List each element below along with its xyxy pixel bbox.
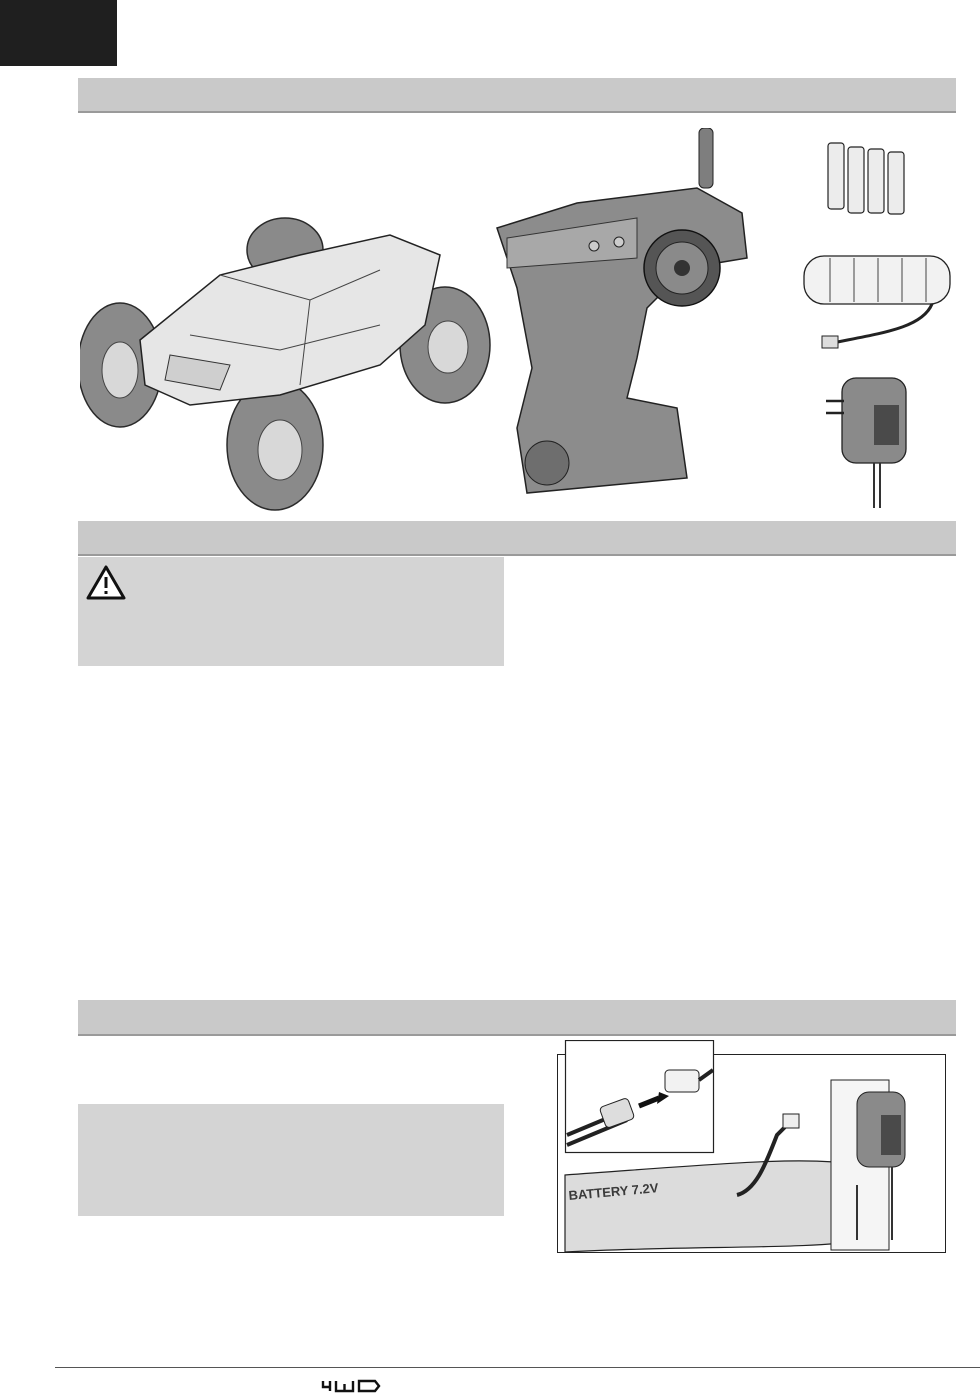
warning-triangle-icon — [86, 565, 126, 601]
note-callout-box — [78, 1104, 504, 1216]
charging-diagram — [557, 1040, 947, 1254]
section-header-bar-box-contents — [78, 78, 956, 113]
transmitter-illustration — [487, 128, 757, 498]
4wd-logo — [321, 1379, 385, 1393]
section-header-bar-charging — [78, 1000, 956, 1036]
battery-pack-illustration — [802, 248, 954, 360]
footer-rule — [55, 1367, 980, 1368]
truck-illustration — [80, 215, 492, 515]
battery-pack-label: BATTERY 7.2V — [567, 1180, 659, 1203]
wall-charger-illustration — [822, 373, 914, 508]
warning-callout-box — [78, 557, 504, 666]
section-header-bar-warnings — [78, 521, 956, 556]
language-tab — [0, 0, 117, 66]
aa-batteries-illustration — [822, 138, 912, 216]
